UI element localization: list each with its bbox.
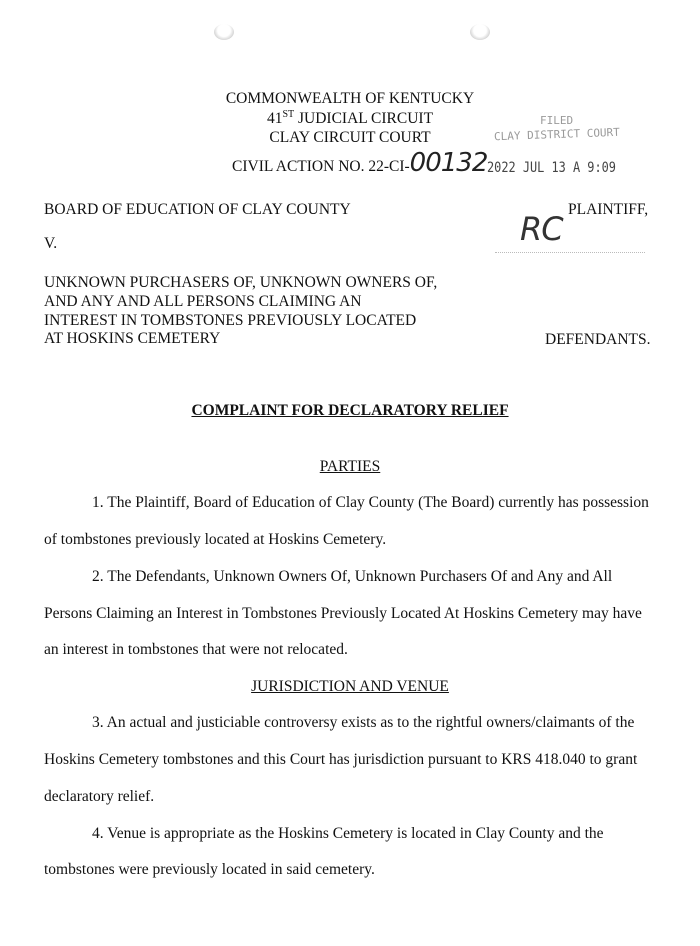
paragraph-2-line-1: 2. The Defendants, Unknown Owners Of, Unknown Purchasers Of and Any and All [92, 568, 613, 585]
paragraph-2-line-2: Persons Claiming an Interest in Tombstones Previously Located At Hoskins Cemetery may have [44, 605, 642, 622]
parties-heading: PARTIES [319, 458, 381, 475]
plaintiff-label: PLAINTIFF, [568, 201, 649, 218]
clerk-signature: RC [520, 210, 563, 248]
punch-hole-right [470, 24, 490, 40]
plaintiff-name: BOARD OF EDUCATION OF CLAY COUNTY [44, 201, 351, 218]
signature-line [495, 252, 645, 253]
paragraph-4-line-2: tombstones were previously located in said cemetery. [44, 861, 375, 878]
defendants-line-4: AT HOSKINS CEMETERY [44, 330, 221, 347]
defendants-line-2: AND ANY AND ALL PERSONS CLAIMING AN [44, 293, 362, 310]
paragraph-1-line-1: 1. The Plaintiff, Board of Education of Clay County (The Board) currently has possession [92, 494, 649, 511]
court-line-commonwealth: COMMONWEALTH OF KENTUCKY [225, 90, 475, 107]
paragraph-4-line-1: 4. Venue is appropriate as the Hoskins Cemetery is located in Clay County and the [92, 825, 604, 842]
court-line-circuit: 41ST JUDICIAL CIRCUIT [266, 109, 434, 127]
civil-action-number: CIVIL ACTION NO. 22-CI-00132 [232, 148, 488, 178]
paragraph-3-line-3: declaratory relief. [44, 788, 155, 805]
defendants-line-1: UNKNOWN PURCHASERS OF, UNKNOWN OWNERS OF, [44, 274, 438, 291]
defendants-line-3: INTEREST IN TOMBSTONES PREVIOUSLY LOCATED [44, 312, 417, 329]
jurisdiction-heading: JURISDICTION AND VENUE [251, 678, 449, 695]
paragraph-3-line-2: Hoskins Cemetery tombstones and this Court has jurisdiction pursuant to KRS 418.040 to grant [44, 751, 638, 768]
court-line-clay: CLAY CIRCUIT COURT [269, 129, 431, 146]
paragraph-3-line-1: 3. An actual and justiciable controversy exists as to the rightful owners/claimants of the [92, 714, 635, 731]
paragraph-2-line-3: an interest in tombstones that were not relocated. [44, 641, 348, 658]
filing-stamp-filed: FILED [540, 114, 574, 127]
document-title: COMPLAINT FOR DECLARATORY RELIEF [191, 402, 509, 419]
filing-stamp-court: CLAY DISTRICT COURT [493, 125, 621, 144]
filing-stamp-date: 2022 JUL 13 A 9:09 [487, 160, 616, 176]
paragraph-1-line-2: of tombstones previously located at Hoskins Cemetery. [44, 531, 387, 548]
punch-hole-left [214, 24, 234, 40]
defendants-label: DEFENDANTS. [545, 331, 651, 348]
versus: V. [44, 235, 58, 252]
handwritten-case-number: 00132 [409, 148, 488, 178]
